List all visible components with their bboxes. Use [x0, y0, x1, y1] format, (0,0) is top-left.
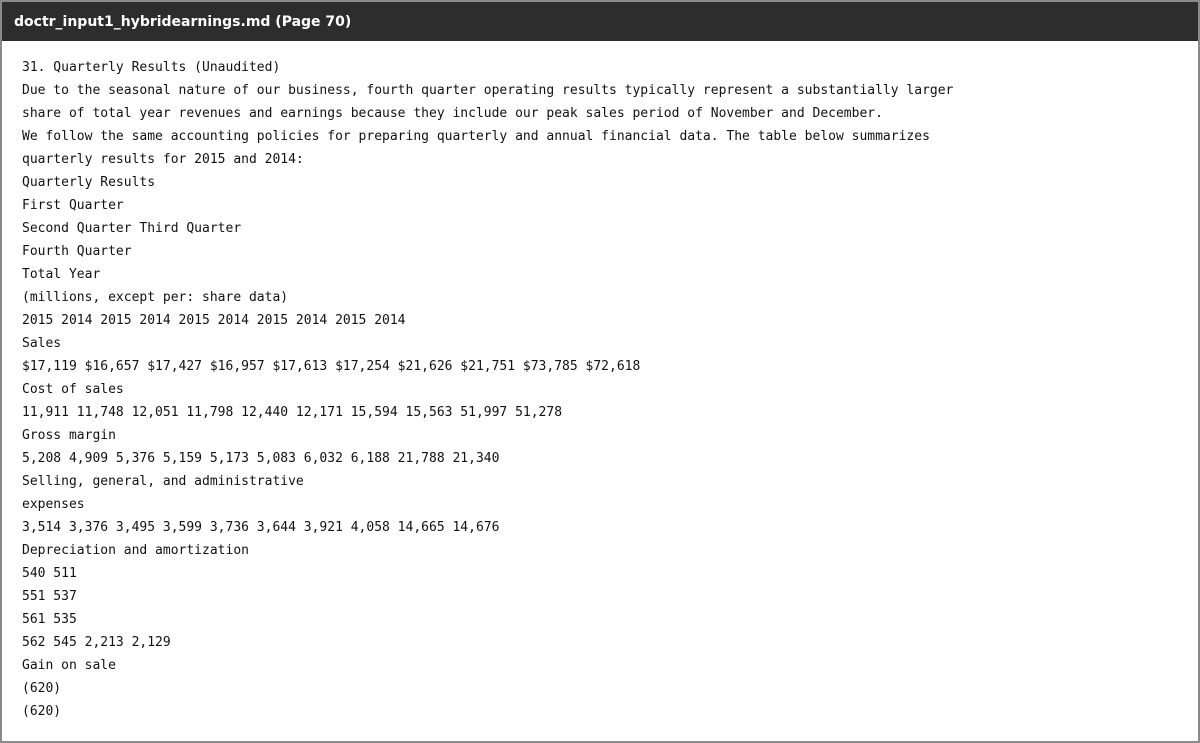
table-units: (millions, except per: share data): [22, 290, 289, 305]
row-label-sales: Sales: [22, 336, 62, 351]
row-label-gain-on-sale: Gain on sale: [22, 658, 116, 673]
row-values-sga: 3,514 3,376 3,495 3,599 3,736 3,644 3,921 4,058 14,665 14,676: [22, 520, 500, 535]
row-values-depreciation: 561 535: [22, 612, 77, 627]
table-years: 2015 2014 2015 2014 2015 2014 2015 2014 2015 2014: [22, 313, 406, 328]
section-heading: 31. Quarterly Results (Unaudited): [22, 60, 281, 75]
row-values-gain-on-sale: (620): [22, 704, 62, 719]
row-values-gross-margin: 5,208 4,909 5,376 5,159 5,173 5,083 6,032 6,188 21,788 21,340: [22, 451, 500, 466]
row-values-depreciation: 551 537: [22, 589, 77, 604]
text-line: We follow the same accounting policies for preparing quarterly and annual financial data. The table below summarizes: [22, 129, 930, 144]
row-values-depreciation: 562 545 2,213 2,129: [22, 635, 171, 650]
text-line: share of total year revenues and earnings because they include our peak sales period of November and December.: [22, 106, 883, 121]
row-label-depreciation: Depreciation and amortization: [22, 543, 249, 558]
text-line: Due to the seasonal nature of our business, fourth quarter operating results typically represent a substantially larger: [22, 83, 954, 98]
row-label-gross-margin: Gross margin: [22, 428, 116, 443]
table-header: Second Quarter Third Quarter: [22, 221, 242, 236]
row-label-sga: Selling, general, and administrative: [22, 474, 304, 489]
window-title: doctr_input1_hybridearnings.md (Page 70): [14, 13, 352, 30]
table-title: Quarterly Results: [22, 175, 156, 190]
title-bar: [2, 2, 1198, 41]
text-line: quarterly results for 2015 and 2014:: [22, 152, 304, 167]
table-header: Total Year: [22, 267, 101, 282]
table-header: Fourth Quarter: [22, 244, 132, 259]
row-values-gain-on-sale: (620): [22, 681, 62, 696]
table-header: First Quarter: [22, 198, 124, 213]
row-label-cost-of-sales: Cost of sales: [22, 382, 124, 397]
row-values-cost-of-sales: 11,911 11,748 12,051 11,798 12,440 12,171 15,594 15,563 51,997 51,278: [22, 405, 563, 420]
row-label-sga: expenses: [22, 497, 85, 512]
document-content: [2, 41, 1198, 723]
row-values-sales: $17,119 $16,657 $17,427 $16,957 $17,613 $17,254 $21,626 $21,751 $73,785 $72,618: [22, 359, 641, 374]
row-values-depreciation: 540 511: [22, 566, 77, 581]
